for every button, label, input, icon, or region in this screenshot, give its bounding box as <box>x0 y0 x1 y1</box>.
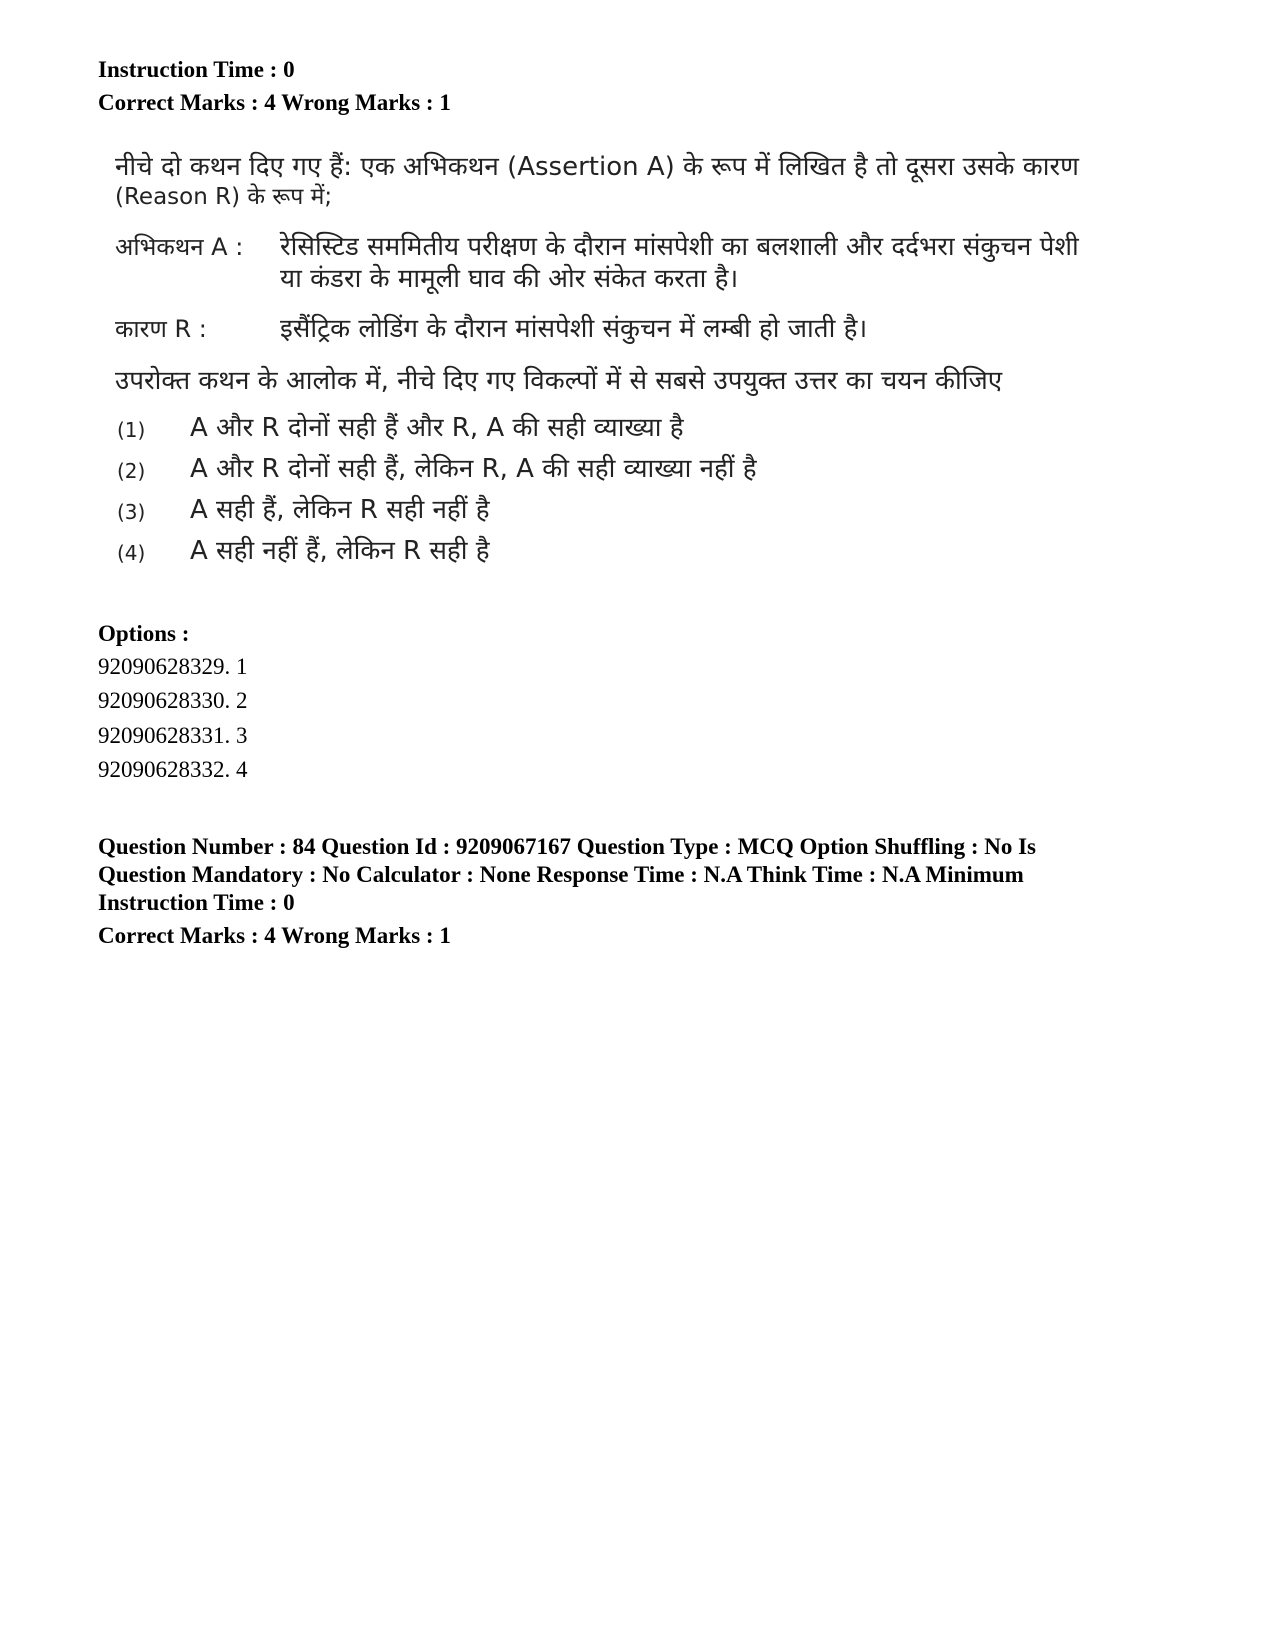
question-image <box>115 150 1115 600</box>
option-item: 92090628332. 4 <box>98 757 248 782</box>
next-question-instruction-time: Instruction Time : 0 <box>98 890 295 915</box>
instruction-time: Instruction Time : 0 <box>98 57 295 82</box>
assertion-text-line1: रेसिस्टिड सममितीय परीक्षण के दौरान मांसपेशी का बलशाली और दर्दभरा संकुचन पेशी <box>280 232 1079 262</box>
next-question-header-line1: Question Number : 84 Question Id : 9209067167 Question Type : MCQ Option Shuffling : No Is <box>98 834 1037 859</box>
choice-number: (3) <box>117 500 146 524</box>
choice-text: A और R दोनों सही हैं, लेकिन R, A की सही व्याख्या नहीं है <box>190 454 757 484</box>
choice-text: A सही हैं, लेकिन R सही नहीं है <box>190 495 490 525</box>
next-question-marks: Correct Marks : 4 Wrong Marks : 1 <box>98 923 451 948</box>
choice-text: A और R दोनों सही हैं और R, A की सही व्याख्या है <box>190 413 684 443</box>
reason-label: कारण R : <box>115 315 207 343</box>
choice-number: (2) <box>117 459 146 483</box>
question-instruction: उपरोक्त कथन के आलोक में, नीचे दिए गए विकल्पों में से सबसे उपयुक्त उत्तर का चयन कीजिए <box>115 366 1003 396</box>
assertion-label: अभिकथन A : <box>115 233 244 261</box>
options-heading: Options : <box>98 621 190 646</box>
choice-number: (1) <box>117 418 146 442</box>
question-intro-line1: नीचे दो कथन दिए गए हैं: एक अभिकथन (Assertion A) के रूप में लिखित है तो दूसरा उसके कारण <box>115 152 1079 182</box>
option-item: 92090628331. 3 <box>98 723 248 748</box>
option-item: 92090628330. 2 <box>98 688 248 713</box>
next-question-header-line2: Question Mandatory : No Calculator : None Response Time : N.A Think Time : N.A Minimum <box>98 862 1024 887</box>
marks-line: Correct Marks : 4 Wrong Marks : 1 <box>98 90 451 115</box>
assertion-text-line2: या कंडरा के मामूली घाव की ओर संकेत करता है। <box>280 264 739 294</box>
reason-text: इसैंट्रिक लोडिंग के दौरान मांसपेशी संकुचन में लम्बी हो जाती है। <box>280 314 868 344</box>
choice-number: (4) <box>117 541 146 565</box>
option-item: 92090628329. 1 <box>98 654 248 679</box>
choice-text: A सही नहीं हैं, लेकिन R सही है <box>190 536 490 566</box>
question-intro-line2: (Reason R) के रूप में; <box>115 184 333 210</box>
